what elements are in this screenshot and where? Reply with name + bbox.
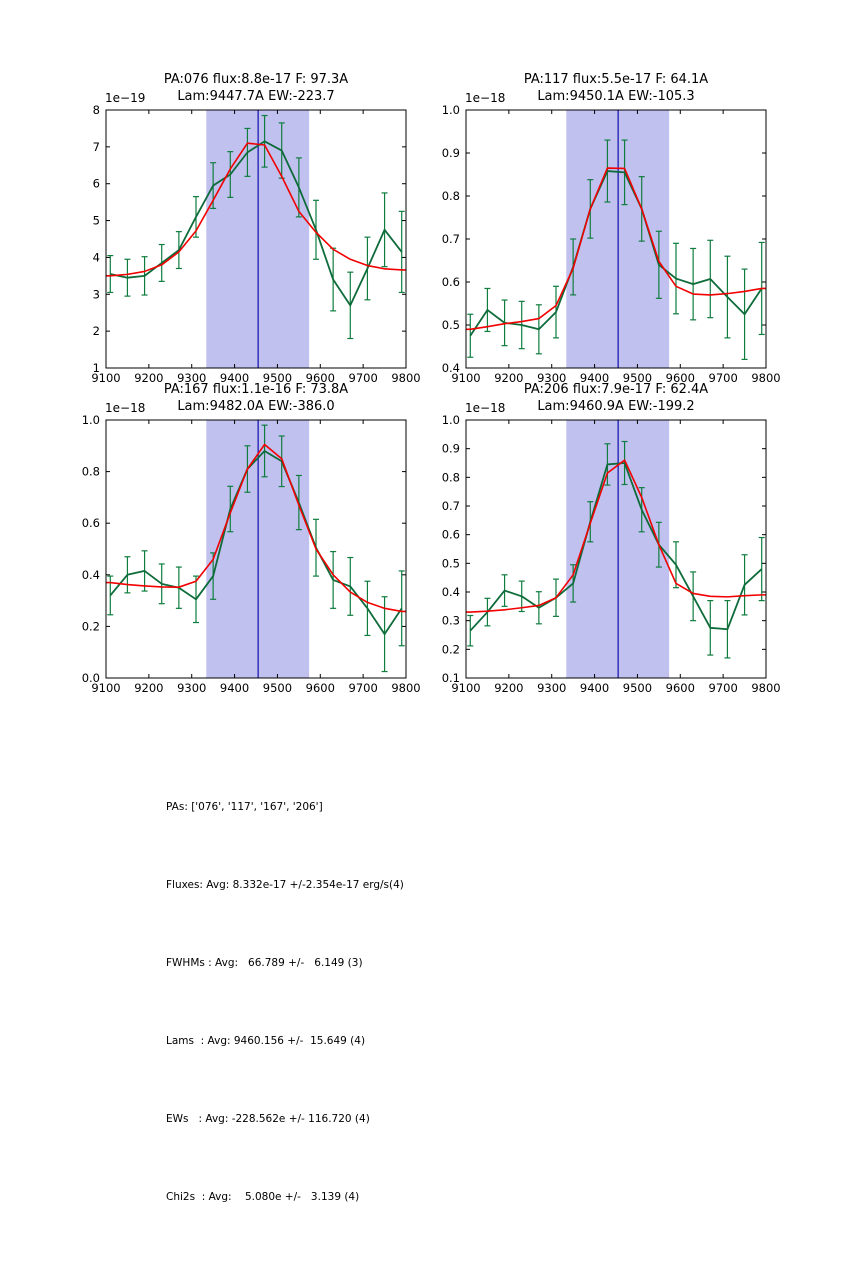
y-tick-label: 1.0 [81,413,100,427]
y-tick-label: 0.4 [441,585,460,599]
y-axis-offset-label: 1e−18 [465,401,506,415]
x-tick-label: 9800 [391,371,421,385]
x-tick-label: 9300 [537,681,567,695]
y-tick-label: 8 [92,103,100,117]
y-tick-label: 1.0 [441,103,460,117]
x-tick-label: 9800 [751,681,781,695]
y-tick-label: 0.3 [441,613,460,628]
y-tick-label: 0.8 [441,189,460,203]
spectrum-plot-pa117 [410,100,790,395]
plot-title-line1: PA:167 flux:1.1e-16 F: 73.8A [163,382,349,397]
y-tick-label: 0.7 [441,499,460,513]
y-tick-label: 0.7 [441,232,460,246]
plot-title-line2: Lam:9460.9A EW:-199.2 [537,399,695,414]
summary-fwhms: FWHMs : Avg: 66.789 +/- 6.149 (3) [166,957,363,969]
y-tick-label: 0.2 [441,642,460,657]
y-tick-label: 4 [92,250,100,265]
y-tick-label: 0.8 [81,464,100,479]
fit-summary-text [166,742,404,1262]
y-tick-label: 0.8 [441,470,460,485]
x-tick-label: 9400 [579,681,610,695]
x-tick-label: 9600 [665,371,695,385]
y-tick-label: 1 [92,361,100,375]
x-tick-label: 9200 [134,371,164,385]
x-tick-label: 9100 [91,681,121,695]
y-tick-label: 3 [92,287,100,302]
x-tick-label: 9200 [494,681,524,695]
y-tick-label: 0.9 [441,146,460,160]
y-tick-label: 0.5 [441,556,460,571]
x-tick-label: 9600 [665,681,695,695]
x-tick-label: 9300 [177,681,207,695]
x-tick-label: 9600 [305,371,335,385]
y-tick-label: 0.6 [441,527,460,542]
x-tick-label: 9500 [262,371,293,385]
spectrum-plot-pa076 [50,100,430,395]
x-tick-label: 9500 [622,371,653,385]
x-tick-label: 9700 [348,681,378,695]
spectrum-plot-pa206 [410,410,790,705]
y-tick-label: 2 [92,324,100,339]
y-tick-label: 0.4 [441,361,460,375]
summary-fluxes: Fluxes: Avg: 8.332e-17 +/-2.354e-17 erg/s(4) [166,879,404,891]
x-tick-label: 9400 [579,371,610,385]
x-tick-label: 9700 [348,371,378,385]
y-tick-label: 0.6 [441,275,460,289]
y-tick-label: 0.9 [441,441,460,456]
y-tick-label: 0.6 [81,516,100,531]
y-tick-label: 6 [92,176,100,191]
y-tick-label: 0.2 [81,619,100,634]
spectrum-plot-pa167 [50,410,430,705]
summary-lams: Lams : Avg: 9460.156 +/- 15.649 (4) [166,1035,366,1047]
x-tick-label: 9400 [219,681,250,695]
x-tick-label: 9500 [262,681,293,695]
x-tick-label: 9700 [708,681,738,695]
x-tick-label: 9100 [451,371,481,385]
x-tick-label: 9800 [751,371,781,385]
summary-ews: EWs : Avg: -228.562e +/- 116.720 (4) [166,1113,370,1125]
y-axis-offset-label: 1e−19 [105,91,146,105]
y-axis-offset-label: 1e−18 [465,91,506,105]
plot-title-line2: Lam:9447.7A EW:-223.7 [177,89,335,104]
x-tick-label: 9700 [708,371,738,385]
y-tick-label: 5 [92,213,100,228]
x-tick-label: 9300 [537,371,567,385]
plot-title-line2: Lam:9482.0A EW:-386.0 [177,399,335,414]
x-tick-label: 9100 [451,681,481,695]
y-tick-label: 0.1 [441,671,460,685]
y-tick-label: 0.0 [81,671,100,685]
plot-title-line1: PA:076 flux:8.8e-17 F: 97.3A [163,72,349,87]
plot-title-line2: Lam:9450.1A EW:-105.3 [537,89,695,104]
y-axis-offset-label: 1e−18 [105,401,146,415]
x-tick-label: 9800 [391,681,421,695]
plot-title-line1: PA:117 flux:5.5e-17 F: 64.1A [523,72,709,87]
plot-title-line1: PA:206 flux:7.9e-17 F: 62.4A [523,382,709,397]
y-tick-label: 0.4 [81,567,100,582]
summary-chi2s: Chi2s : Avg: 5.080e +/- 3.139 (4) [166,1191,360,1203]
x-tick-label: 9400 [219,371,250,385]
y-tick-label: 0.5 [441,318,460,332]
x-tick-label: 9200 [494,371,524,385]
x-tick-label: 9100 [91,371,121,385]
y-tick-label: 7 [92,139,100,154]
summary-pas: PAs: ['076', '117', '167', '206'] [166,801,323,813]
x-tick-label: 9500 [622,681,653,695]
x-tick-label: 9300 [177,371,207,385]
x-tick-label: 9600 [305,681,335,695]
y-tick-label: 1.0 [441,413,460,427]
x-tick-label: 9200 [134,681,164,695]
